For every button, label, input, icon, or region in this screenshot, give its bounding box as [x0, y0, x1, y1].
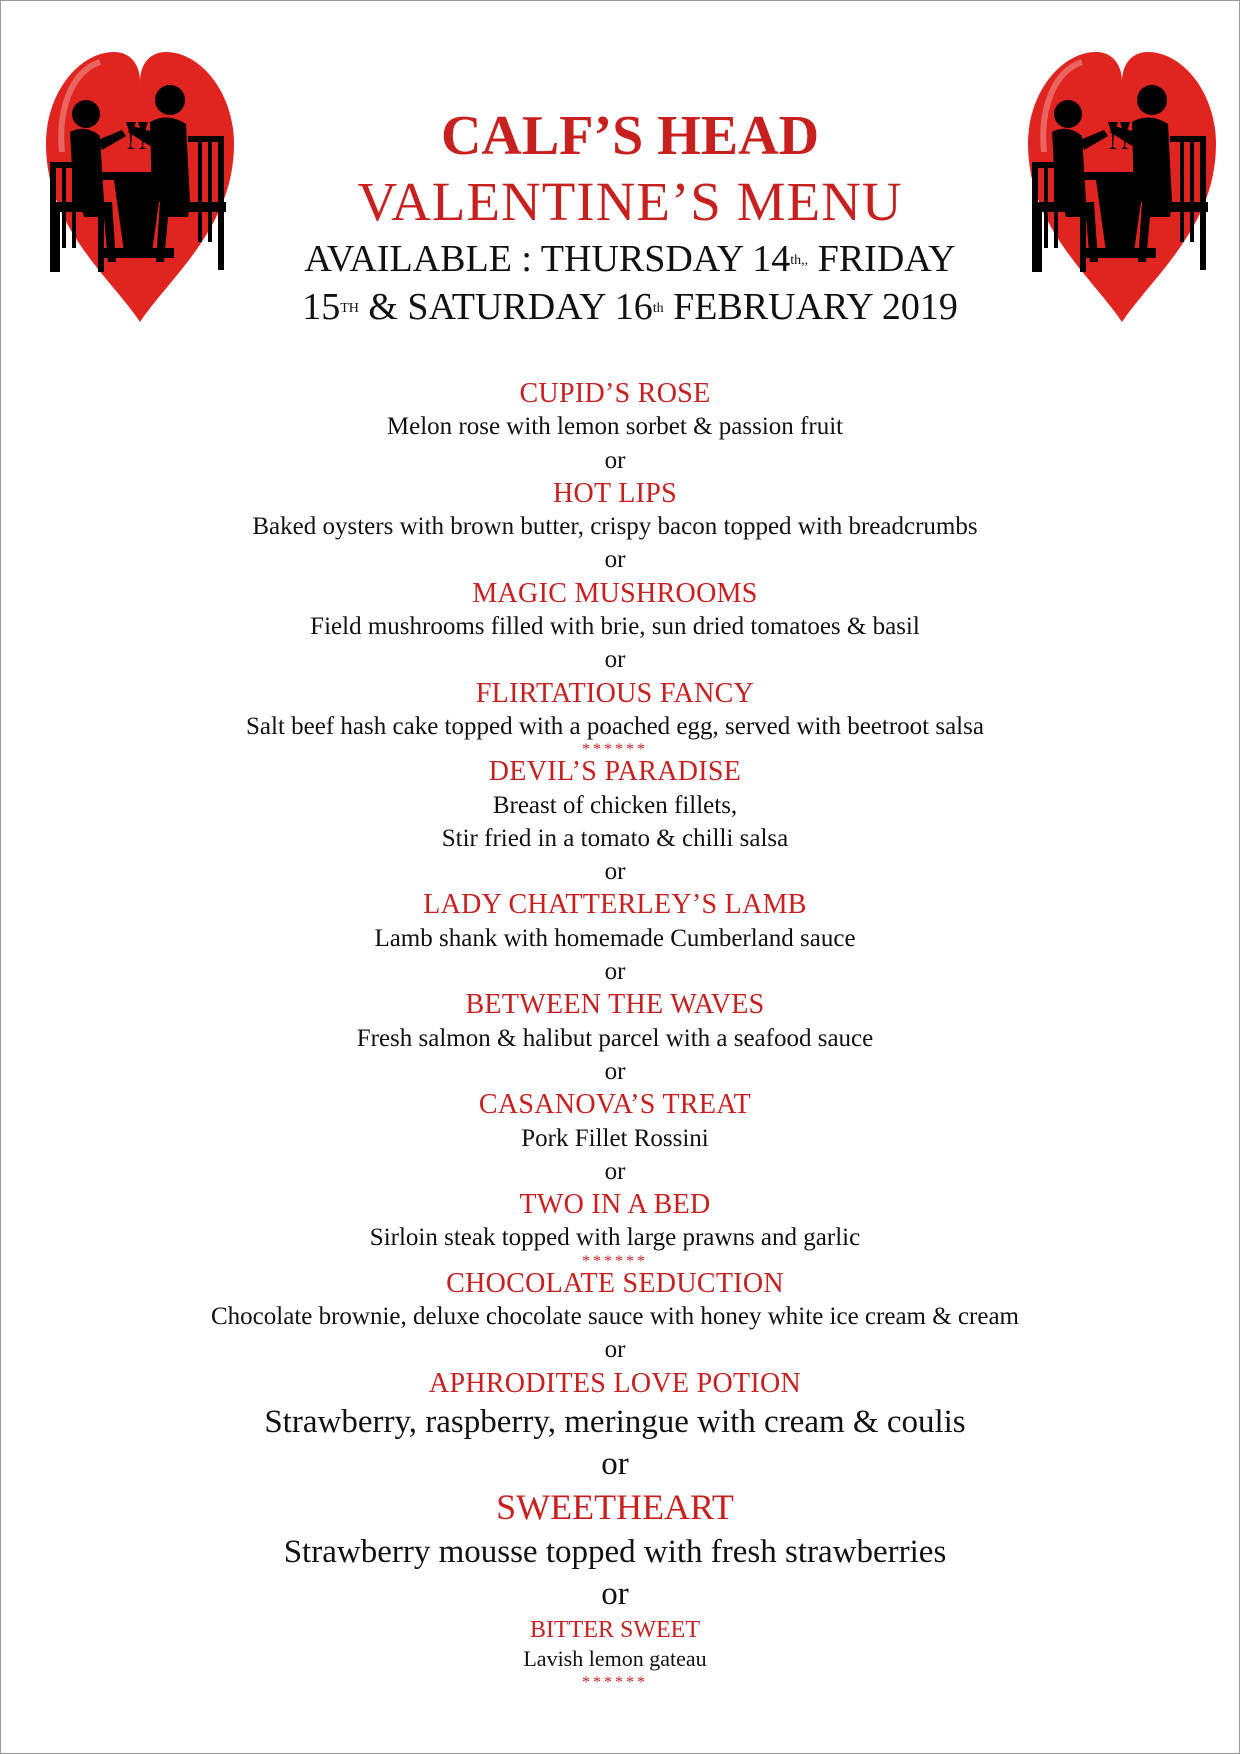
dish-name: CUPID’S ROSE [519, 378, 711, 409]
dish-description: Breast of chicken fillets, [492, 791, 738, 819]
or-separator: or [604, 1157, 626, 1185]
dish-name: DEVIL’S PARADISE [488, 756, 742, 788]
dish-name: TWO IN A BED [519, 1189, 711, 1221]
dish-name: FLIRTATIOUS FANCY [475, 677, 755, 709]
valentine-couple-heart-icon [1022, 52, 1222, 332]
availability-text: 15 [302, 286, 341, 328]
dish-name: APHRODITES LOVE POTION [428, 1367, 802, 1399]
availability-superscript: TH [340, 301, 359, 316]
or-separator: or [604, 858, 626, 886]
dish-description: Chocolate brownie, deluxe chocolate sauce with honey white ice cream & cream [211, 1303, 1019, 1331]
menu-title: VALENTINE’S MENU [357, 171, 903, 232]
restaurant-title: CALF’S HEAD [440, 105, 820, 167]
dish-description: Field mushrooms filled with brie, sun dried tomatoes & basil [310, 613, 920, 641]
dish-description: Baked oysters with brown butter, crispy bacon topped with breadcrumbs [252, 513, 978, 541]
dish-description: Strawberry mousse topped with fresh strawberries [283, 1533, 947, 1570]
dish-name: SWEETHEART [496, 1486, 734, 1527]
availability-superscript: th [652, 301, 664, 316]
availability-text: AVAILABLE : THURSDAY 14 [304, 238, 791, 280]
availability-text: & SATURDAY 16 [358, 286, 653, 328]
dish-name: BITTER SWEET [530, 1616, 700, 1643]
availability-line-2 [230, 284, 1030, 330]
dish-description: Pork Fillet Rossini [521, 1124, 709, 1152]
availability-line-1 [230, 236, 1030, 282]
dish-name: BETWEEN THE WAVES [465, 989, 765, 1021]
dish-name: HOT LIPS [552, 477, 677, 509]
availability-text: FEBRUARY 2019 [663, 286, 958, 328]
availability-superscript: th,, [790, 253, 809, 268]
course-separator: ****** [582, 1252, 648, 1270]
dish-name: LADY CHATTERLEY’S LAMB [423, 889, 807, 921]
dish-description: Strawberry, raspberry, meringue with cream & coulis [264, 1403, 966, 1440]
menu-list [100, 377, 1130, 1691]
dish-description: Lamb shank with homemade Cumberland sauce [374, 924, 856, 952]
or-separator: or [601, 1575, 629, 1612]
or-separator: or [604, 546, 626, 574]
dish-description: Stir fried in a tomato & chilli salsa [441, 824, 789, 852]
dish-description: Lavish lemon gateau [523, 1645, 707, 1671]
dish-name: CASANOVA’S TREAT [478, 1089, 752, 1121]
dish-description: Melon rose with lemon sorbet & passion fruit [386, 413, 844, 441]
or-separator: or [604, 446, 626, 474]
dish-name: MAGIC MUSHROOMS [472, 577, 758, 609]
dish-name: CHOCOLATE SEDUCTION [446, 1267, 784, 1299]
valentine-couple-heart-icon [40, 52, 240, 332]
course-separator: ****** [582, 741, 648, 759]
or-separator: or [604, 958, 626, 986]
or-separator: or [601, 1445, 629, 1482]
course-separator: ****** [582, 1673, 648, 1691]
dish-description: Sirloin steak topped with large prawns and garlic [369, 1224, 861, 1252]
or-separator: or [604, 646, 626, 674]
dish-description: Salt beef hash cake topped with a poached egg, served with beetroot salsa [246, 712, 984, 740]
availability-text: FRIDAY [808, 238, 956, 280]
dish-description: Fresh salmon & halibut parcel with a seafood sauce [356, 1024, 874, 1052]
or-separator: or [604, 1336, 626, 1364]
or-separator: or [604, 1057, 626, 1085]
